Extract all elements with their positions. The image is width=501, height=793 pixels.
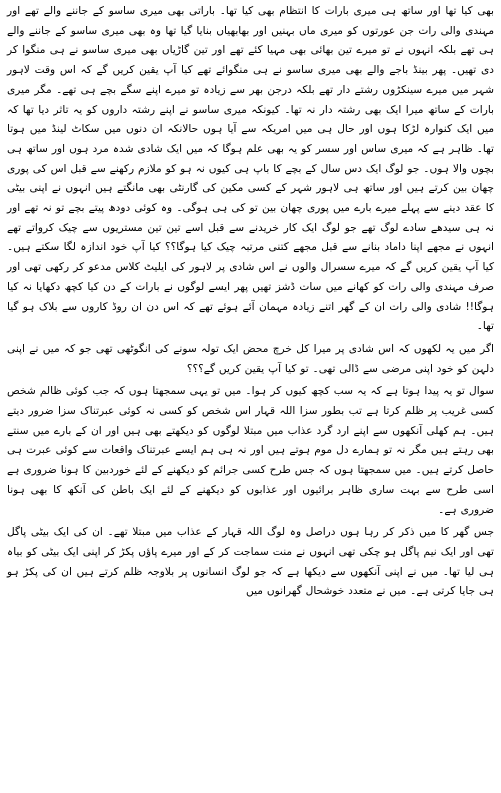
paragraph-3: سوال تو یہ پیدا ہوتا ہے کہ یہ سب کچھ کیوں کر ہوا۔ میں تو یہی سمجھتا ہوں کہ جب کوئی ظالم شخص کسی غریب پر ظلم کرتا ہے تب بطور سزا اللہ قہار اس شخص کو کسی نہ کوئی عبرتناک سزا ضرور دیتے ہیں۔ ہم کھلی آنکھوں سے اپنے ارد گرد عذاب میں مبتلا لوگوں کو دیکھتے بھی ہیں اور ان کے بارے میں سنتے بھی رہتے ہیں مگر نہ تو ہمارے دل موم ہوتے ہیں اور نہ ہی ہم ایسے عبرتناک واقعات سے کوئی عبرت ہی حاصل کرتے ہیں۔ میں سمجھتا ہوں کہ جس طرح کسی جرائم کو دیکھنے کے لئے خوردبین کا ہونا ضروری ہے اسی طرح سے بہت ساری ظاہر برائیوں اور عذابوں کو دیکھنے کے لئے ایک باطن کی آنکھ کا بھی ہونا ضروری ہے۔	[7, 385, 494, 516]
paragraph-1: بھی کیا تھا اور ساتھ ہی میری بارات کا انتظام بھی کیا تھا۔ باراتی بھی میری ساسو کے جاننے والے تھے اور مہندی والی رات جن عورتوں کو میری ماں بہنیں اور بھابھیاں بنایا گیا تھا وہ بھی میری ساسو کے جاننے والے ہی تھے بلکہ انہوں نے تو میرے تین بھائی بھی مہیا کئے تھے اور تین گاڑیاں بھی میری ساسو نے ہی منگوا کر دی تھیں۔ پھر بینڈ باجے والے بھی میری ساسو نے ہی منگوائے تھے کیا آپ یقین کریں گے کہ اس وقت لاہور شہر میں میرے سینکڑوں رشتے دار تھے بلکہ درجن بھر سے زیادہ تو میرے اپنے سگے بچے ہی تھے۔ مگر میری بارات کے ساتھ میرا ایک بھی رشتہ دار نہ تھا۔ کیونکہ میری ساسو نے اپنے رشتہ داروں کو یہ تاثر دیا تھا کہ میں ایک کنوارہ لڑکا ہوں اور حال ہی میں امریکہ سے آیا ہوں حالانکہ ان دنوں میں سکاٹ لینڈ میں ہوتا تھا۔ ظاہر ہے کہ میری ساس اور سسر کو یہ بھی علم ہوگا کہ میں ایک شادی شدہ مرد ہوں اور ساتھ ہی بچوں والا ہوں۔ جو لوگ ایک دس سال کے بچے کا باپ ہی کیوں نہ ہو کو ملازم رکھنے سے قبل اس کی پوری چھان بین کرتے ہیں اور ساتھ ہی لاہور شہر کے کسی مکین کی گارنٹی بھی مانگتے ہیں انہوں نے اپنی بیٹی کا عقد دینے سے پہلے میرے بارے میں پوری چھان بین تو کی ہی ہوگی۔ وہ کوئی دودھ پیتے بچے تو نہ تھے اور نہ ہی سیدھے سادے لوگ تھے جو لوگ ایک کار خریدنے سے قبل اسے تین تین مستریوں سے چیک کرواتے تھے انہوں نے مجھے اپنا داماد بنانے سے قبل مجھے کتنی مرتبہ چیک کیا ہوگا؟؟ کیا آپ خود اندازہ لگا سکتے ہیں۔ کیا آپ یقین کریں گے کہ میرے سسرال والوں نے اس شادی پر لاہور کی ایلیٹ کلاس مدعو کر رکھی تھی اور صرف مہندی والی رات کو کھانے میں سات ڈشز تھیں پھر ایسے لوگوں نے بارات کے دن کیا کچھ دکھایا نہ کیا ہوگا!! شادی والی رات ان کے گھر اتنے زیادہ مہمان آئے ہوئے تھے کہ اس دن ان روڈ کاروں سے بلاک ہو گیا تھا۔	[7, 5, 494, 333]
paragraph-4: جس گھر کا میں ذکر کر رہا ہوں دراصل وہ لوگ اللہ قہار کے عذاب میں مبتلا تھے۔ ان کی ایک بیٹی پاگل تھی اور ایک نیم پاگل ہو چکی تھی انہوں نے منت سماجت کر کے اور میرے پاؤں پکڑ کر اپنی ایک بیٹی کو بیاہ ہی لیا تھا۔ میں نے اپنی آنکھوں سے دیکھا ہے کہ جو لوگ انسانوں پر بلاوجہ ظلم کرتے ہیں ان کی پکڑ ہو ہی جایا کرتی ہے۔ میں نے متعدد خوشحال گھرانوں میں	[7, 526, 494, 598]
paragraph-2: اگر میں یہ لکھوں کہ اس شادی پر میرا کل خرچ محض ایک تولہ سونے کی انگوٹھی تھی جو کہ میں نے اپنی دلہن کو خود اپنی مرضی سے ڈالی تھی۔ تو کیا آپ یقین کریں گے؟؟؟	[7, 342, 494, 375]
